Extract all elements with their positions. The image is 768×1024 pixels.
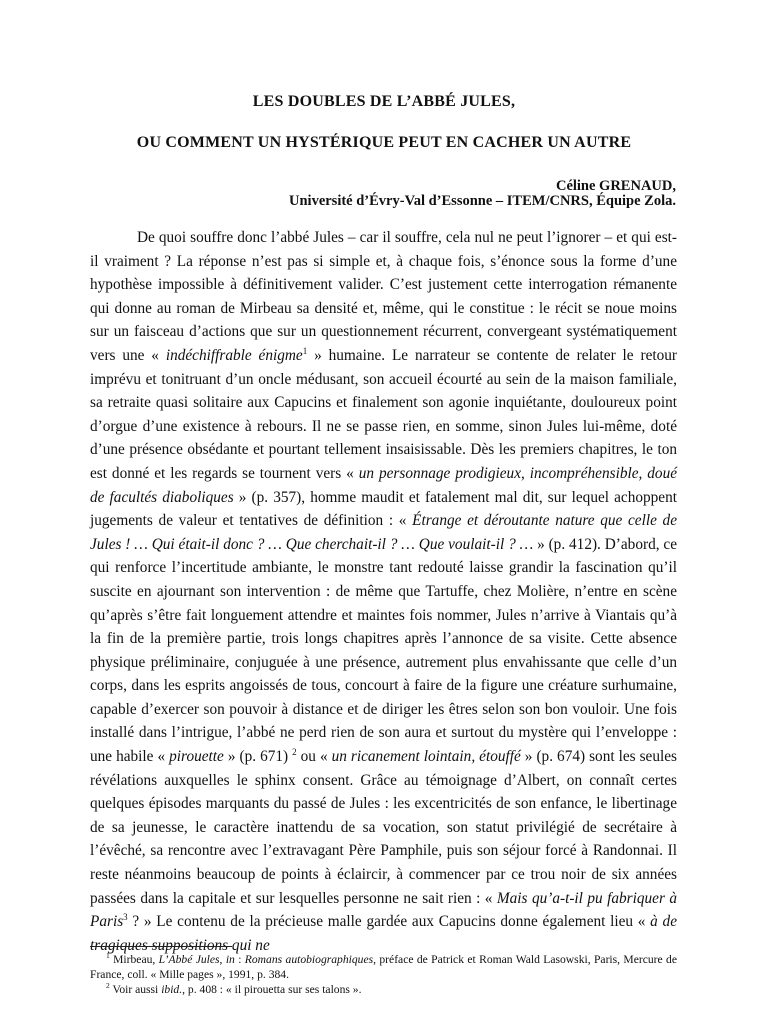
quotation: Étrange et déroutante nature que celle de Jules ! … Qui était-il donc ? … Que cherchait-il ? … Que voulait-il ? … xyxy=(90,512,677,553)
footnote-italic: ibid. xyxy=(161,983,183,996)
text-segment: » humaine. Le narrateur se contente de relater le retour imprévu et tonitruant d’un oncle médusant, son accueil écourté au sein de la maison familiale, sa retraite quasi solitaire aux Capucins et finalement son agonie inquiétante, douloureux point d’orgue d’une existence à rebours. Il ne se passe rien, en somme, sinon Jules lui-même, doté d’une présence obsédante et pourtant tellement insaisissable. Dès les premiers chapitres, le ton est donné et les regards se tournent vers « xyxy=(90,346,677,482)
quotation: à de tragiques suppositions qui ne xyxy=(90,913,677,954)
text-segment: » (p. 671) xyxy=(223,748,293,766)
footnote-ref-3[interactable]: 3 xyxy=(123,912,128,923)
footnote-2 xyxy=(90,982,677,997)
text-segment: De quoi souffre donc l’abbé Jules – car il souffre, cela nul ne peut l’ignorer – et qui est-il vraiment ? La réponse n’est pas si simple et, à chaque fois, s’énonce sous la forme d’une hypothèse impossible à définitivement valider. C’est justement cette interrogation rémanente qui donne au roman de Mirbeau sa densité et, même, qui le constitue : le récit se noue moins sur un faisceau d’actions que sur un questionnement récurrent, convergeant systématiquement vers une « xyxy=(90,229,677,364)
quotation: indéchiffrable énigme xyxy=(165,346,303,364)
footnote-text: , préface de Patrick et Roman Wald Lasowski, Paris, Mercure de France, coll. « Mille pages », 1991, p. 384. xyxy=(90,953,677,981)
footnote-1-text xyxy=(90,952,677,982)
body-paragraph xyxy=(90,226,677,957)
footnote-text: : xyxy=(234,953,245,966)
footnote-text: , p. 408 : « il pirouetta sur ses talons ». xyxy=(182,983,362,996)
body-text xyxy=(90,226,677,957)
footnote-separator xyxy=(90,946,232,947)
footnote-ref-1[interactable]: 1 xyxy=(302,345,308,356)
footnote-2-number: 2 xyxy=(106,981,110,991)
footnote-ref-2[interactable]: 2 xyxy=(292,746,297,757)
quotation: pirouette xyxy=(169,748,224,766)
text-segment: ou « xyxy=(296,748,332,766)
quotation: un personnage prodigieux, incompréhensible, doué de facultés diaboliques xyxy=(90,464,678,506)
footnote-italic: in xyxy=(225,953,235,966)
footnote-text: Voir aussi xyxy=(109,983,162,996)
article-title-line-1: LES DOUBLES DE L’ABBÉ JULES, xyxy=(252,93,516,110)
footnote-italic: Romans autobiographiques xyxy=(244,953,374,966)
author-affiliation: Université d’Évry-Val d’Essonne – ITEM/CNRS, Équipe Zola. xyxy=(289,193,676,209)
quotation: un ricanement lointain, étouffé xyxy=(331,748,521,766)
footnote-1 xyxy=(90,952,677,982)
footnote-text: Mirbeau, xyxy=(109,953,159,966)
text-segment: » (p. 412). D’abord, ce qui renforce l’incertitude ambiante, le monstre tant redouté laisse grandir la fascination qu’il suscite en ajournant son intervention : de même que Tartuffe, chez Molière, n’entre en scène qu’après s’être fait longuement attendre et maintes fois nommer, Jules n’arrive à Viantais qu’à la fin de la première partie, trois longs chapitres après l’annonce de sa visite. Cette absence physique préliminaire, conjuguée à une présence, autrement plus envahissante que celle d’un corps, dans les esprits angoissés de tous, concourt à faire de la figure une créature surhumaine, capable d’exercer son pouvoir à distance et de diriger les êtres selon son bon vouloir. Une fois installé dans l’intrigue, l’abbé ne perd rien de son aura et surtout du mystère qui l’enveloppe : une habile « xyxy=(90,535,677,766)
footnote-2-text xyxy=(90,982,677,997)
author-name: Céline GRENAUD, xyxy=(555,178,676,194)
text-segment: ? » Le contenu de la précieuse malle gardée aux Capucins donne également lieu « xyxy=(127,913,651,931)
text-segment: » (p. 674) sont les seules révélations auxquelles le sphinx consent. Grâce au témoignage d’Albert, on connaît certes quelques épisodes marquants du passé de Jules : les excentricités de son enfance, le libertinage de sa jeunesse, le caractère inattendu de sa vocation, son statut privilégié de secrétaire à l’évêché, sa rencontre avec l’extravagant Père Pamphile, puis son séjour forcé à Randonnai. Il reste néanmoins beaucoup de points à éclaircir, à commencer par ce trou noir de six années passées dans la capitale et sur lesquelles personne ne sait rien : « xyxy=(90,748,677,907)
footnote-italic: L’Abbé Jules xyxy=(158,953,220,966)
article-title-line-2: OU COMMENT UN HYSTÉRIQUE PEUT EN CACHER UN AUTRE xyxy=(136,134,632,151)
text-segment: » (p. 357), homme maudit et fatalement mal dit, sur lequel achoppent jugements de valeur et tentatives de définition : « xyxy=(90,488,677,530)
footnote-text: , xyxy=(219,953,226,966)
footnote-1-number: 1 xyxy=(106,951,110,961)
quotation: Mais qu’a-t-il pu fabriquer à Paris xyxy=(90,889,677,931)
